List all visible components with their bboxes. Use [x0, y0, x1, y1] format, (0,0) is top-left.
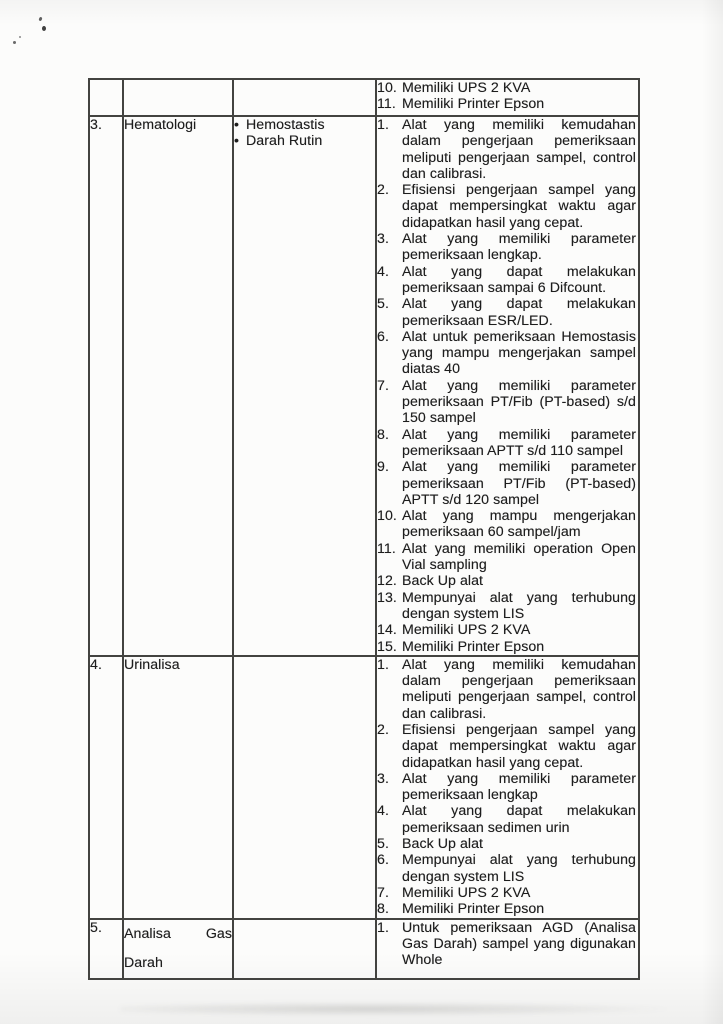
requirement-text: Alat yang memiliki kemudahan dalam pengerjaan pemeriksaan meliputi pengerjaan sampel, control dan calibrasi. [402, 656, 636, 722]
requirement-number: 6. [377, 328, 389, 345]
requirement-text: Alat yang dapat melakukan pemeriksaan sedimen urin [402, 803, 636, 836]
bullet-icon: • [234, 133, 240, 150]
requirement-number: 1. [377, 117, 389, 133]
requirement-number: 3. [377, 231, 389, 248]
requirement-item [377, 639, 638, 655]
requirement-text: Memiliki Printer Epson [402, 638, 545, 655]
subtest-label: Darah Rutin [246, 133, 323, 150]
requirement-number: 2. [377, 721, 389, 738]
ink-speck [38, 17, 42, 22]
requirements-cell [376, 116, 639, 656]
requirement-item [377, 836, 638, 852]
requirement-number: 1. [377, 656, 389, 673]
requirement-text: Alat untuk pemeriksaan Hemostasis yang mampu mengerjakan sampel diatas 40 [402, 328, 636, 378]
requirement-item [377, 427, 638, 460]
category-name-cell: Hematologi [123, 116, 233, 656]
requirement-item [377, 901, 638, 917]
subtest-item [234, 117, 375, 133]
requirement-number: 8. [377, 426, 389, 443]
requirement-text: Efisiensi pengerjaan sampel yang dapat mempersingkat waktu agar didapatkan hasil yang cepat. [402, 721, 636, 771]
requirement-number: 13. [377, 589, 397, 606]
requirements-cell [376, 79, 639, 116]
requirement-number: 7. [377, 884, 389, 901]
requirement-number: 11. [377, 540, 396, 557]
requirement-text: Alat yang dapat melakukan pemeriksaan sampai 6 Difcount. [402, 263, 636, 296]
subtest-item [234, 133, 375, 149]
requirement-number: 10. [377, 80, 397, 96]
requirement-text: Memiliki Printer Epson [402, 96, 545, 113]
subtests-cell [233, 116, 376, 656]
subtests-cell [233, 656, 376, 919]
scan-shadow [120, 1002, 680, 1016]
requirement-item [377, 231, 638, 264]
requirement-number: 15. [377, 638, 397, 655]
requirement-item [377, 590, 638, 623]
requirement-item [377, 852, 638, 885]
requirement-text: Mempunyai alat yang terhubung dengan system LIS [402, 852, 636, 885]
requirement-number: 4. [377, 263, 389, 280]
requirement-item [377, 657, 638, 722]
ink-speck [13, 41, 16, 44]
row-number-cell [89, 79, 123, 116]
subtest-label: Hemostastis [246, 117, 325, 133]
requirement-item [377, 80, 638, 96]
requirement-item [377, 182, 638, 231]
requirement-text: Back Up alat [402, 836, 484, 853]
requirement-item [377, 722, 638, 771]
table-row [89, 656, 639, 919]
requirement-number: 6. [377, 852, 389, 869]
requirement-text: Alat yang memiliki parameter pemeriksaan PT/Fib (PT-based) s/d 150 sampel [402, 377, 636, 427]
requirement-item [377, 117, 638, 182]
subtests-cell [233, 79, 376, 116]
requirement-number: 7. [377, 377, 389, 394]
requirement-number: 14. [377, 622, 397, 639]
category-name-cell: Urinalisa [123, 656, 233, 919]
table-row [89, 116, 639, 656]
equipment-spec-table [88, 78, 640, 980]
requirement-text: Back Up alat [402, 573, 484, 590]
requirement-item [377, 885, 638, 901]
requirement-number: 3. [377, 770, 389, 787]
requirement-text: Alat yang memiliki operation Open Vial sampling [402, 540, 636, 574]
requirement-text: Alat yang memiliki parameter pemeriksaan lengkap [402, 770, 636, 804]
requirement-text: Alat yang memiliki parameter pemeriksaan lengkap. [402, 231, 636, 264]
requirement-text: Alat yang memiliki parameter pemeriksaan APTT s/d 110 sampel [402, 426, 636, 459]
requirement-item [377, 803, 638, 836]
requirement-text: Memiliki Printer Epson [402, 901, 545, 918]
requirement-item [377, 573, 638, 589]
requirement-number: 1. [377, 919, 389, 936]
requirement-item [377, 296, 638, 329]
requirement-number: 8. [377, 901, 389, 918]
requirement-text: Memiliki UPS 2 KVA [402, 80, 531, 96]
requirements-cell [376, 656, 639, 919]
requirement-number: 9. [377, 459, 389, 476]
requirement-number: 5. [377, 836, 389, 853]
table-row [89, 919, 639, 979]
ink-speck [19, 36, 21, 38]
requirement-number: 12. [377, 573, 397, 590]
requirement-item [377, 264, 638, 297]
ink-speck [42, 26, 46, 31]
requirement-number: 10. [377, 508, 397, 525]
category-name-cell [123, 79, 233, 116]
row-number-cell: 4. [89, 656, 123, 919]
requirements-cell [376, 919, 639, 979]
requirement-number: 4. [377, 803, 389, 820]
requirement-item [377, 329, 638, 378]
requirement-text: Alat yang memiliki parameter pemeriksaan PT/Fib (PT-based) APTT s/d 120 sampel [402, 459, 636, 508]
table-row [89, 79, 639, 116]
requirement-text: Memiliki UPS 2 KVA [402, 884, 531, 901]
requirement-item [377, 378, 638, 427]
requirement-text: Mempunyai alat yang terhubung dengan system LIS [402, 589, 636, 622]
requirement-item [377, 459, 638, 508]
requirement-text: Untuk pemeriksaan AGD (Analisa Gas Darah) sampel yang digunakan Whole [402, 919, 636, 969]
requirement-number: 2. [377, 182, 389, 199]
requirement-item [377, 541, 638, 574]
requirement-item [377, 920, 638, 969]
row-number-cell: 3. [89, 116, 123, 656]
category-name-cell: Analisa Gas Darah [123, 919, 233, 979]
requirement-item [377, 771, 638, 804]
requirement-item [377, 508, 638, 541]
requirement-item [377, 96, 638, 112]
requirement-text: Alat yang memiliki kemudahan dalam pengerjaan pemeriksaan meliputi pengerjaan sampel, control dan calibrasi. [402, 117, 636, 182]
requirement-text: Alat yang dapat melakukan pemeriksaan ESR/LED. [402, 296, 636, 329]
requirement-number: 11. [377, 96, 396, 113]
row-number-cell: 5. [89, 919, 123, 979]
requirement-text: Alat yang mampu mengerjakan pemeriksaan 60 sampel/jam [402, 508, 636, 541]
spec-table-body [89, 79, 639, 979]
subtests-cell [233, 919, 376, 979]
requirement-text: Efisiensi pengerjaan sampel yang dapat mempersingkat waktu agar didapatkan hasil yang cepat. [402, 182, 636, 231]
requirement-item [377, 622, 638, 638]
requirement-text: Memiliki UPS 2 KVA [402, 622, 531, 639]
bullet-icon: • [234, 117, 240, 133]
requirement-number: 5. [377, 296, 389, 313]
